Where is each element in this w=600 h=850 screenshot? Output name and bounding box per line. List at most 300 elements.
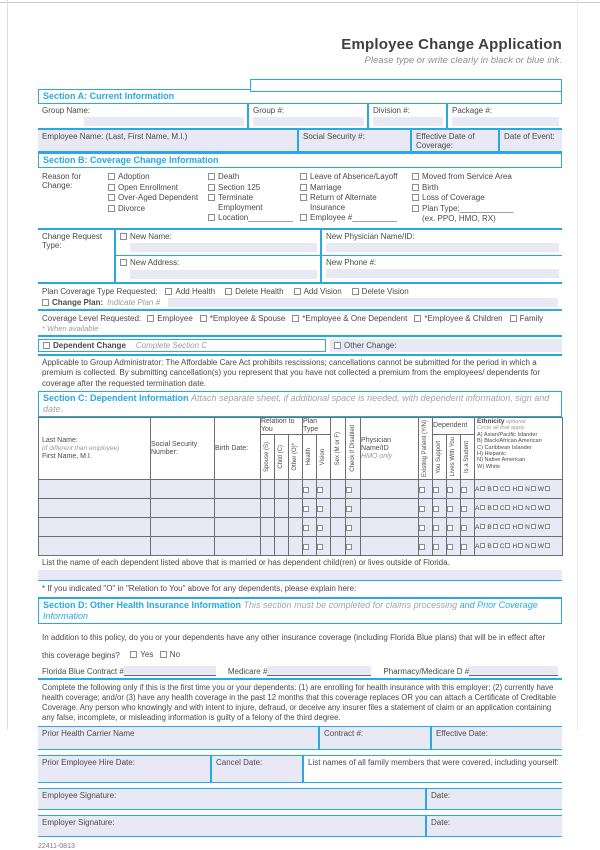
reason-option-label: Loss of Coverage: [422, 193, 485, 202]
checkbox[interactable]: [300, 184, 307, 191]
office-use-box[interactable]: [250, 79, 562, 92]
group-name-input[interactable]: [84, 117, 244, 126]
dependent-other-cell[interactable]: [289, 480, 303, 499]
checkbox[interactable]: [346, 506, 352, 512]
physician-label: Physician Name/ID: [361, 436, 391, 452]
new-phone-label: New Phone #:: [326, 258, 377, 267]
coverage-level-option[interactable]: [414, 314, 502, 323]
employee-name-field[interactable]: [38, 130, 297, 151]
checkbox[interactable]: [505, 543, 510, 548]
checkbox[interactable]: [419, 506, 425, 512]
coverage-level-line: [42, 314, 558, 323]
if-different-label: (if different than employee): [42, 444, 120, 452]
checkbox[interactable]: [447, 544, 453, 550]
checkbox[interactable]: [208, 194, 215, 201]
dependent-physician-cell[interactable]: [361, 518, 419, 537]
checkbox[interactable]: [433, 525, 439, 531]
checkbox[interactable]: [447, 525, 453, 531]
dependent-disabled-cell[interactable]: [346, 499, 361, 518]
plan-coverage-line: [42, 287, 558, 296]
dependent-student-cell[interactable]: [461, 537, 475, 556]
contract-number-field[interactable]: [318, 727, 430, 749]
checkbox[interactable]: [108, 194, 115, 201]
col-ssn-header: Social Security Number:: [151, 418, 215, 480]
dependent-ssn-cell[interactable]: [151, 480, 215, 499]
group-name-field: [38, 104, 247, 128]
section-d-note: This section must be completed for claims processing: [243, 600, 458, 611]
dependent-ssn-cell[interactable]: [151, 499, 215, 518]
reason-option[interactable]: [412, 193, 559, 203]
circle-all-label: Circle all that apply.: [477, 425, 526, 432]
checkbox[interactable]: [303, 506, 309, 512]
change-plan-option[interactable]: [42, 298, 103, 307]
group-administrator-note: Applicable to Group Administrator: The Affordable Care Act prohibits rescissions; cancellations cannot be submitted for the period in which a premium is collected. By submitting cancellation(s) you represent that you have not collected a premium from the employees/ dependents for coverage after the requested termination date.: [42, 357, 541, 388]
employee-signature-row: [38, 788, 562, 810]
coverage-level-option[interactable]: [292, 314, 407, 323]
ethnicity-option: H) Hispanic: [477, 451, 506, 458]
plan-coverage-block: [38, 284, 562, 311]
checkbox[interactable]: [531, 505, 536, 510]
group-name-label: Group Name:: [42, 106, 91, 115]
checkbox[interactable]: [412, 184, 419, 191]
new-physician-field: [320, 230, 562, 256]
coverage-level-option-label: Employee: [157, 313, 193, 323]
checkbox[interactable]: [493, 524, 498, 529]
checkbox[interactable]: [531, 486, 536, 491]
checkbox[interactable]: [334, 342, 341, 349]
dependent-child-cell[interactable]: [275, 518, 289, 537]
effective-date-field[interactable]: [410, 130, 498, 151]
dependent-physician-cell[interactable]: [361, 537, 419, 556]
new-address-field: [114, 256, 320, 282]
checkbox[interactable]: [120, 233, 127, 240]
checkbox[interactable]: [518, 486, 523, 491]
dependent-ethnicity-cell[interactable]: [475, 518, 563, 537]
col-spouse-header: [261, 435, 275, 480]
checkbox[interactable]: [300, 173, 307, 180]
division-number-input[interactable]: [373, 117, 443, 126]
new-phone-field: [320, 256, 562, 282]
health-label: Health: [306, 448, 313, 466]
checkbox[interactable]: [108, 205, 115, 212]
plan-option[interactable]: [225, 287, 283, 296]
checkbox[interactable]: [480, 543, 485, 548]
dependent-support-cell[interactable]: [433, 499, 447, 518]
family-members-field[interactable]: [302, 756, 562, 782]
checkbox[interactable]: [505, 505, 510, 510]
checkbox[interactable]: [147, 315, 154, 322]
dependent-lives-cell[interactable]: [447, 480, 461, 499]
dependent-other-cell[interactable]: [289, 499, 303, 518]
employer-signature-label: Employer Signature:: [42, 818, 115, 828]
checkbox[interactable]: [433, 544, 439, 550]
pharmacy-input[interactable]: [469, 666, 558, 676]
plan-option-label: Add Health: [175, 286, 216, 296]
existing-patient-label: Existing Patient (Y/N): [422, 420, 429, 478]
dependent-other-cell[interactable]: [289, 537, 303, 556]
checkbox[interactable]: [545, 524, 550, 529]
reason-option[interactable]: [300, 183, 405, 193]
checkbox[interactable]: [200, 315, 207, 322]
dependent-other-cell[interactable]: [289, 518, 303, 537]
new-phone-input[interactable]: [326, 269, 559, 278]
reason-option[interactable]: [108, 172, 201, 182]
reason-option[interactable]: [208, 213, 293, 223]
checkbox[interactable]: [412, 194, 419, 201]
reason-option[interactable]: [412, 172, 559, 182]
group-number-label: Group #:: [253, 106, 285, 115]
reason-option-label: Birth: [422, 182, 439, 192]
dependent-ssn-cell[interactable]: [151, 537, 215, 556]
dependent-child-cell[interactable]: [275, 537, 289, 556]
checkbox[interactable]: [412, 205, 419, 212]
dependent-sex-cell[interactable]: [331, 518, 346, 537]
change-plan-note: Indicate Plan #: [107, 297, 161, 307]
prior-carrier-field[interactable]: [38, 727, 318, 749]
checkbox[interactable]: [294, 288, 301, 295]
date-of-event-field[interactable]: [498, 130, 562, 151]
dependent-student-cell[interactable]: [461, 518, 475, 537]
cancel-date-label: Cancel Date:: [216, 758, 263, 768]
checkbox[interactable]: [352, 288, 359, 295]
checkbox[interactable]: [43, 342, 50, 349]
checkbox[interactable]: [419, 487, 425, 493]
reason-option-label: Location__________: [218, 213, 293, 222]
checkbox[interactable]: [545, 486, 550, 491]
section-c-note: Attach separate sheet, if additional space is needed, with dependent information, sign and date.: [43, 393, 550, 414]
dependent-existing-cell[interactable]: [419, 499, 433, 518]
col-lives-header: [447, 435, 461, 480]
checkbox[interactable]: [292, 315, 299, 322]
group-number-input[interactable]: [253, 117, 364, 126]
employee-signature-field[interactable]: [38, 789, 425, 809]
checkbox[interactable]: [447, 506, 453, 512]
ethnicity-letter: N: [525, 523, 530, 531]
coverage-level-option-label: *Employee & Spouse: [209, 313, 286, 323]
section-b-header: [38, 153, 562, 168]
yes-option[interactable]: [130, 650, 153, 659]
checkbox[interactable]: [108, 173, 115, 180]
col-birthdate-header: Birth Date:: [215, 418, 261, 480]
checkbox[interactable]: [165, 288, 172, 295]
checkbox[interactable]: [130, 651, 137, 658]
col-support-header: [433, 435, 447, 480]
dependent-student-cell[interactable]: [461, 480, 475, 499]
checkbox[interactable]: [208, 173, 215, 180]
cancel-date-field[interactable]: [210, 756, 302, 782]
dependent-lives-cell[interactable]: [447, 499, 461, 518]
reason-for-change-row: [38, 168, 562, 230]
effective-date-field-d[interactable]: [430, 727, 562, 749]
checkbox[interactable]: [42, 299, 49, 306]
checkbox[interactable]: [108, 184, 115, 191]
checkbox[interactable]: [317, 487, 323, 493]
section-a-row1: [38, 104, 562, 130]
reason-option-label: Terminate Employment: [218, 193, 263, 212]
checkbox[interactable]: [303, 544, 309, 550]
prior-hire-field[interactable]: [38, 756, 210, 782]
dependent-birth-cell[interactable]: [215, 480, 261, 499]
checkbox[interactable]: [346, 544, 352, 550]
checkbox[interactable]: [317, 544, 323, 550]
dependent-physician-cell[interactable]: [361, 480, 419, 499]
new-name-option[interactable]: [120, 232, 317, 242]
coverage-level-option[interactable]: [147, 314, 193, 323]
checkbox[interactable]: [518, 543, 523, 548]
checkbox[interactable]: [303, 487, 309, 493]
checkbox[interactable]: [160, 651, 167, 658]
dependent-sex-cell[interactable]: [331, 537, 346, 556]
checkbox[interactable]: [461, 506, 467, 512]
plan-option-label: Delete Vision: [361, 286, 409, 296]
page-edge-right: [577, 0, 578, 730]
reason-option[interactable]: [108, 183, 201, 193]
coverage-level-option[interactable]: [200, 314, 286, 323]
dependent-child-cell[interactable]: [275, 480, 289, 499]
dependent-birth-cell[interactable]: [215, 518, 261, 537]
col-student-header: [461, 435, 475, 480]
plan-option[interactable]: [165, 287, 215, 296]
checkbox[interactable]: [208, 214, 215, 221]
reason-col2: [204, 170, 296, 226]
reason-option[interactable]: [208, 183, 293, 193]
checkbox[interactable]: [414, 315, 421, 322]
ethnicity-optional-label: optional: [506, 419, 526, 425]
checkbox[interactable]: [480, 524, 485, 529]
checkbox[interactable]: [480, 505, 485, 510]
plan-option-label: Add Vision: [303, 286, 342, 296]
dependent-name-cell[interactable]: [39, 537, 151, 556]
dependent-row: [39, 537, 563, 556]
checkbox[interactable]: [208, 184, 215, 191]
checkbox[interactable]: [225, 288, 232, 295]
checkbox[interactable]: [493, 486, 498, 491]
ethnicity-letter: H: [512, 485, 518, 493]
dependent-disabled-cell[interactable]: [346, 480, 361, 499]
dependent-name-cell[interactable]: [39, 480, 151, 499]
dependent-name-cell[interactable]: [39, 499, 151, 518]
medicare-input[interactable]: [267, 666, 371, 676]
reason-option-label: Adoption: [118, 172, 150, 181]
sex-label: Sex (M or F): [334, 431, 341, 466]
dependent-sex-cell[interactable]: [331, 499, 346, 518]
dependent-vision-cell[interactable]: [317, 537, 331, 556]
reason-option[interactable]: [412, 183, 559, 193]
checkbox[interactable]: [545, 505, 550, 510]
change-plan-input[interactable]: [168, 298, 558, 307]
date-label: Date:: [431, 791, 451, 801]
dependent-ethnicity-cell[interactable]: [475, 499, 563, 518]
other-insurance-question: In addition to this policy, do you or your dependents have any other insurance coverage (including Florida Blue plans) that will be in effect after this coverage begins?: [42, 633, 546, 661]
no-label: No: [169, 650, 181, 660]
dependent-existing-cell[interactable]: [419, 518, 433, 537]
plan-option[interactable]: [294, 287, 342, 296]
dependent-spouse-cell[interactable]: [261, 499, 275, 518]
reason-option-label: Plan Type:____________: [422, 203, 514, 213]
dependent-health-cell[interactable]: [303, 480, 317, 499]
form-subtitle: Please type or write clearly in black or blue ink.: [364, 55, 562, 66]
dependent-lives-cell[interactable]: [447, 518, 461, 537]
checkbox[interactable]: [493, 543, 498, 548]
contract-number-label: Contract #:: [324, 729, 364, 739]
date-label: Date:: [431, 818, 451, 828]
col-child-header: [275, 435, 289, 480]
change-request-row: [38, 230, 562, 284]
ethnicity-letter: B: [487, 542, 492, 550]
checkbox[interactable]: [120, 259, 127, 266]
package-number-label: Package #:: [452, 106, 493, 115]
section-d-title: Section D: Other Health Insurance Information: [43, 600, 242, 611]
pharmacy-label: Pharmacy/Medicare D #: [383, 667, 470, 677]
checkbox[interactable]: [433, 506, 439, 512]
dependent-name-cell[interactable]: [39, 518, 151, 537]
dependent-health-cell[interactable]: [303, 537, 317, 556]
package-number-input[interactable]: [452, 117, 559, 126]
dependent-child-cell[interactable]: [275, 499, 289, 518]
dependent-support-cell[interactable]: [433, 537, 447, 556]
dependent-ssn-cell[interactable]: [151, 518, 215, 537]
new-address-option[interactable]: [120, 258, 317, 268]
ethnicity-option: A) Asian/Pacific Islander: [477, 431, 538, 438]
new-address-input[interactable]: [130, 270, 317, 279]
dependent-support-cell[interactable]: [433, 480, 447, 499]
dependent-vision-cell[interactable]: [317, 480, 331, 499]
ssn-field[interactable]: [297, 130, 410, 151]
page-edge-left: [7, 0, 8, 730]
dependent-sex-cell[interactable]: [331, 480, 346, 499]
reason-option[interactable]: [300, 193, 405, 212]
dependent-lives-cell[interactable]: [447, 537, 461, 556]
dependent-birth-cell[interactable]: [215, 499, 261, 518]
checkbox[interactable]: [545, 543, 550, 548]
coverage-level-option[interactable]: [510, 314, 544, 323]
dependent-disabled-cell[interactable]: [346, 518, 361, 537]
employee-signature-date-field[interactable]: [425, 789, 562, 809]
dependent-vision-cell[interactable]: [317, 499, 331, 518]
reason-option[interactable]: [300, 213, 405, 223]
checkbox[interactable]: [300, 214, 307, 221]
checkbox[interactable]: [461, 525, 467, 531]
checkbox[interactable]: [412, 173, 419, 180]
checkbox[interactable]: [461, 487, 467, 493]
dependent-physician-cell[interactable]: [361, 499, 419, 518]
package-number-field: [446, 104, 562, 128]
ethnicity-letter: N: [525, 542, 530, 550]
ethnicity-letter: A: [475, 504, 480, 512]
reason-option[interactable]: [300, 172, 405, 182]
dependent-change-row: [38, 337, 562, 356]
dependent-student-cell[interactable]: [461, 499, 475, 518]
checkbox[interactable]: [419, 544, 425, 550]
checkbox[interactable]: [531, 524, 536, 529]
reason-option[interactable]: [412, 204, 559, 214]
ethnicity-letter: W: [537, 504, 544, 512]
col-vision-header: [317, 435, 331, 480]
col-physician-header: [361, 418, 419, 480]
reason-option-label: Over-Aged Dependent: [118, 193, 199, 202]
dependent-spouse-cell[interactable]: [261, 537, 275, 556]
dependent-change-label: Dependent Change: [53, 340, 126, 350]
checkbox[interactable]: [317, 506, 323, 512]
effective-date-label-d: Effective Date:: [436, 729, 488, 739]
new-name-field: [114, 230, 320, 256]
dependent-change-box[interactable]: [38, 339, 326, 352]
reason-option[interactable]: [108, 193, 201, 203]
reason-option[interactable]: [108, 204, 201, 214]
other-change-field[interactable]: [330, 339, 562, 352]
new-name-input[interactable]: [130, 243, 317, 252]
no-option[interactable]: [160, 650, 180, 659]
dependent-spouse-cell[interactable]: [261, 480, 275, 499]
date-of-event-label: Date of Event:: [504, 132, 555, 141]
reason-option[interactable]: [208, 193, 293, 212]
dependent-disabled-cell[interactable]: [346, 537, 361, 556]
checkbox[interactable]: [419, 525, 425, 531]
checkbox[interactable]: [518, 505, 523, 510]
checkbox[interactable]: [346, 525, 352, 531]
dependent-group-header: Dependent: [433, 418, 475, 435]
col-other-header: [289, 435, 303, 480]
married-dependents-input[interactable]: [38, 570, 562, 581]
checkbox[interactable]: [518, 524, 523, 529]
dependent-birth-cell[interactable]: [215, 537, 261, 556]
employer-signature-date-field[interactable]: [425, 816, 562, 836]
child-label: Child (C): [278, 445, 285, 469]
checkbox[interactable]: [480, 486, 485, 491]
dependent-existing-cell[interactable]: [419, 537, 433, 556]
group-number-field: [247, 104, 367, 128]
fb-contract-input[interactable]: [124, 666, 216, 676]
checkbox[interactable]: [433, 487, 439, 493]
ethnicity-letter: C: [499, 485, 505, 493]
yes-label: Yes: [140, 650, 154, 660]
dependent-health-cell[interactable]: [303, 518, 317, 537]
dependent-support-cell[interactable]: [433, 518, 447, 537]
fb-contract-label: Florida Blue Contract #: [42, 667, 124, 677]
medicare-label: Medicare #: [227, 667, 268, 677]
dependent-vision-cell[interactable]: [317, 518, 331, 537]
dependent-existing-cell[interactable]: [419, 480, 433, 499]
checkbox[interactable]: [461, 544, 467, 550]
checkbox[interactable]: [505, 486, 510, 491]
other-insurance-block: [38, 624, 562, 678]
checkbox[interactable]: [346, 487, 352, 493]
effective-date-label: Effective Date of Coverage:: [416, 132, 475, 150]
checkbox[interactable]: [505, 524, 510, 529]
dependent-health-cell[interactable]: [303, 499, 317, 518]
dependent-ethnicity-cell[interactable]: [475, 537, 563, 556]
checkbox[interactable]: [531, 543, 536, 548]
checkbox[interactable]: [510, 315, 517, 322]
new-physician-input[interactable]: [326, 243, 559, 252]
ethnicity-letter: N: [525, 504, 530, 512]
checkbox[interactable]: [303, 525, 309, 531]
checkbox[interactable]: [300, 194, 307, 201]
checkbox[interactable]: [447, 487, 453, 493]
dependent-row: [39, 499, 563, 518]
reason-label: Reason for Change:: [42, 172, 82, 190]
plan-option[interactable]: [352, 287, 409, 296]
checkbox[interactable]: [317, 525, 323, 531]
checkbox[interactable]: [493, 505, 498, 510]
reason-col3: [296, 170, 408, 226]
employer-signature-field[interactable]: [38, 816, 425, 836]
change-plan-line: [42, 298, 558, 307]
dependent-spouse-cell[interactable]: [261, 518, 275, 537]
dependent-ethnicity-cell[interactable]: [475, 480, 563, 499]
reason-option[interactable]: [208, 172, 293, 182]
reason-option-label: Open Enrollment: [118, 182, 179, 192]
